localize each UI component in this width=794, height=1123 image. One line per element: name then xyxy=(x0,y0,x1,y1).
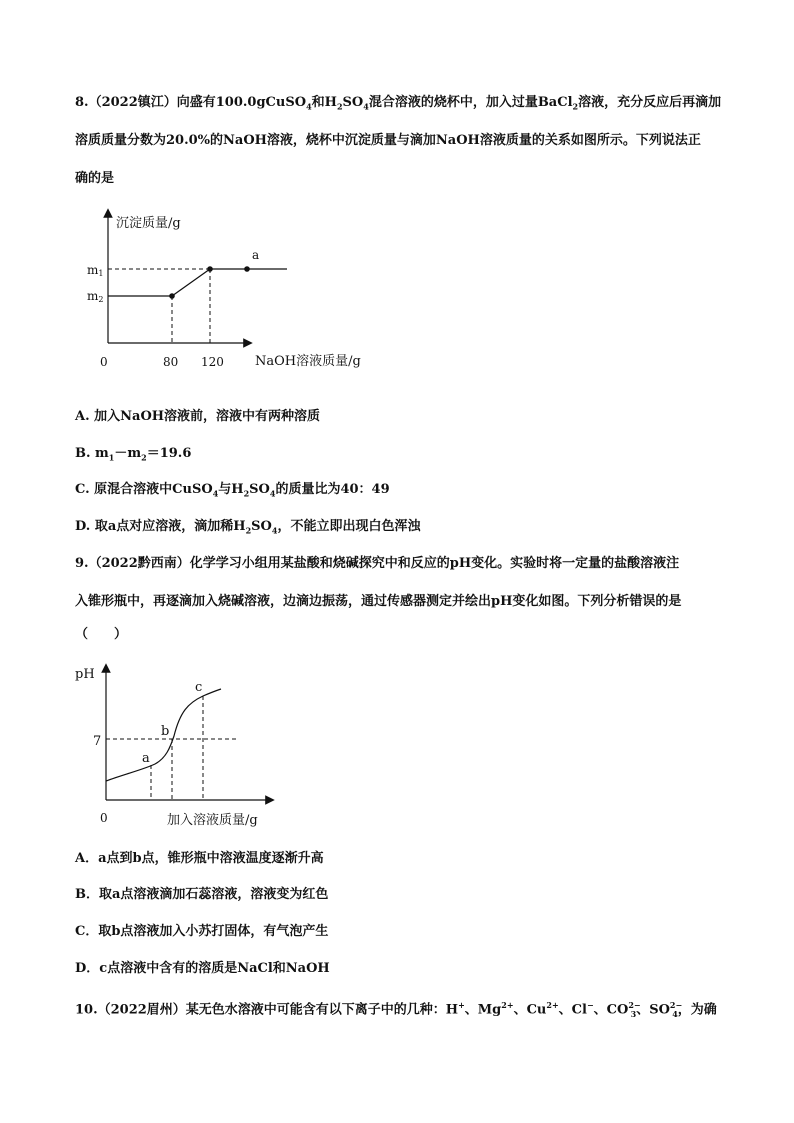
q9-curve xyxy=(106,689,221,781)
q9-label-b: b xyxy=(161,724,170,739)
q9-stem-line3: （ ） xyxy=(75,627,128,642)
q8-ylabel: 沉淀质量/g xyxy=(116,216,181,231)
q8-option-d xyxy=(75,518,420,540)
q8-text: 8.（2022镇江）向盛有100.0gCuSO xyxy=(75,95,307,110)
sup: 2− xyxy=(628,1000,641,1010)
q9-option-d: D．c点溶液中含有的溶质是NaCl和NaOH xyxy=(75,961,330,976)
q9-label-a: a xyxy=(142,751,150,766)
sub: 4 xyxy=(271,525,278,536)
q9-stem-line1: 9.（2022黔西南）化学学习小组用某盐酸和烧碱探究中和反应的pH变化。实验时将一定量的盐酸溶液注 xyxy=(75,556,680,571)
q9-origin: 0 xyxy=(100,811,108,825)
q9-xlabel: 加入溶液质量/g xyxy=(167,813,258,828)
q10-text: 、CO xyxy=(593,1002,629,1018)
q9-option-b: B．取a点溶液滴加石蕊溶液，溶液变为红色 xyxy=(75,887,329,902)
sub: 2 xyxy=(245,525,252,536)
sub: 4 xyxy=(212,488,219,499)
q8-ytick-m1-sub: 1 xyxy=(98,269,104,278)
q8-ytick-m1 xyxy=(87,263,103,278)
q8-stem-line2: 溶质质量分数为20.0%的NaOH溶液，烧杯中沉淀质量与滴加NaOH溶液质量的关系如图所示。下列说法正 xyxy=(75,133,701,148)
q8-text: SO xyxy=(342,95,364,110)
q8-ytick-m2-sub: 2 xyxy=(98,295,104,304)
q8-ytick-m2-letter: m xyxy=(87,289,99,303)
q9-option-c: C．取b点溶液加入小苏打固体，有气泡产生 xyxy=(75,924,329,939)
sub: 4 xyxy=(306,101,312,112)
q8-text: SO xyxy=(249,482,270,497)
q8-ytick-m2 xyxy=(87,289,103,304)
q9-label-c: c xyxy=(195,680,203,695)
sup: − xyxy=(586,1000,594,1010)
q8-option-b xyxy=(75,445,191,467)
q8-text: 混合溶液的烧杯中，加入过量BaCl xyxy=(368,95,573,110)
sup: 2+ xyxy=(546,1000,559,1010)
sub: 4 xyxy=(269,488,276,499)
sub: 2 xyxy=(141,452,147,463)
q8-text: D. 取a点对应溶液，滴加稀H xyxy=(75,519,246,534)
q10-text: 、Mg xyxy=(464,1002,502,1018)
q8-text: SO xyxy=(251,519,272,534)
sub: 1 xyxy=(108,452,115,463)
ion-so4 xyxy=(669,996,683,1023)
q8-text: ，不能立即出现白色浑浊 xyxy=(277,519,421,534)
q10-text: ，为确 xyxy=(677,1002,717,1018)
q8-stem-line1 xyxy=(75,94,721,116)
q10-stem-line1 xyxy=(75,996,717,1023)
q10-text: 、Cl xyxy=(558,1002,587,1018)
q8-xtick-80: 80 xyxy=(163,355,179,369)
sup: + xyxy=(458,1000,465,1010)
sup: 2− xyxy=(669,1000,683,1010)
q8-text: 的质量比为40：49 xyxy=(275,482,390,497)
q8-option-a: A. 加入NaOH溶液前，溶液中有两种溶质 xyxy=(75,409,321,424)
q8-stem-line3: 确的是 xyxy=(75,171,115,186)
q8-text: 溶液，充分反应后再滴加 xyxy=(578,95,722,110)
sub: 2 xyxy=(572,101,579,112)
q8-point-a xyxy=(244,266,250,272)
sub: 2 xyxy=(336,101,343,112)
q8-text: 与H xyxy=(218,482,244,497)
q8-point-80 xyxy=(169,293,175,299)
q9-stem-line2: 入锥形瓶中，再逐滴加入烧碱溶液，边滴边振荡，通过传感器测定并绘出pH变化如图。下列分析错误的是 xyxy=(75,594,682,609)
q8-origin: 0 xyxy=(100,355,108,369)
q10-text: 、Cu xyxy=(513,1002,547,1018)
q10-text: 10.（2022眉州）某无色水溶液中可能含有以下离子中的几种：H xyxy=(75,1002,459,1018)
q8-point-120 xyxy=(207,266,213,272)
q8-text: 和H xyxy=(311,95,337,110)
q8-curve xyxy=(108,269,287,296)
sub: 4 xyxy=(672,1008,678,1019)
sup: 2+ xyxy=(501,1000,514,1010)
q9-ytick-7: 7 xyxy=(93,734,102,749)
q8-option-c xyxy=(75,481,390,503)
q10-text: 、SO xyxy=(636,1002,670,1018)
q8-label-a: a xyxy=(252,248,260,262)
q8-xtick-120: 120 xyxy=(201,355,224,369)
q8-text: －m xyxy=(114,446,142,461)
ion-co3 xyxy=(628,996,641,1023)
sub: 2 xyxy=(243,488,250,499)
q9-ylabel: pH xyxy=(75,667,95,682)
q8-text: C. 原混合溶液中CuSO xyxy=(75,482,213,497)
q8-ytick-m1-letter: m xyxy=(87,263,99,277)
q8-xlabel: NaOH溶液质量/g xyxy=(255,354,361,369)
q8-text: ＝19.6 xyxy=(146,446,192,461)
q9-option-a: A．a点到b点，锥形瓶中溶液温度逐渐升高 xyxy=(75,851,324,866)
sub: 4 xyxy=(363,101,369,112)
q8-text: B. m xyxy=(75,446,109,461)
sub: 3 xyxy=(630,1008,637,1019)
